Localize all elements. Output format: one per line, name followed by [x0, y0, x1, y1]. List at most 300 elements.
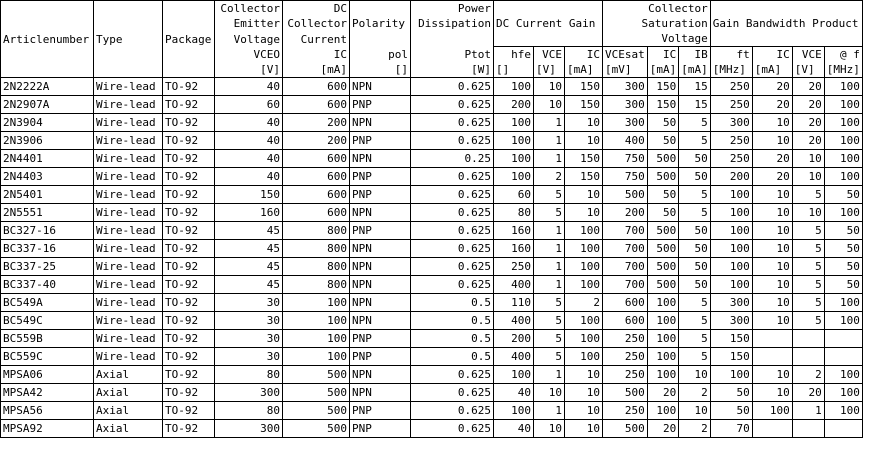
table-row [1, 132, 863, 150]
cell-ft: 100 [710, 204, 752, 222]
cell-ft-vce [792, 330, 824, 348]
cell-ic: 600 [283, 168, 350, 186]
cell-ib: 50 [679, 150, 711, 168]
cell-polarity: NPN [350, 294, 411, 312]
cell-at-f: 100 [824, 366, 862, 384]
header-vceo-unit: [V] [215, 62, 283, 78]
cell-ic: 800 [283, 276, 350, 294]
cell-package: TO-92 [163, 240, 215, 258]
table-row [1, 294, 863, 312]
cell-sat-ic: 100 [647, 312, 679, 330]
cell-ft-ic [752, 420, 792, 438]
cell-hfe: 250 [494, 258, 534, 276]
cell-ic: 600 [283, 78, 350, 96]
cell-vceo: 80 [215, 366, 283, 384]
cell-ptot: 0.5 [411, 294, 494, 312]
cell-ib: 50 [679, 240, 711, 258]
cell-hfe: 400 [494, 276, 534, 294]
cell-ptot: 0.625 [411, 186, 494, 204]
cell-type: Wire-lead [94, 222, 163, 240]
cell-gain-vce: 2 [534, 168, 565, 186]
cell-type: Wire-lead [94, 330, 163, 348]
cell-ic: 600 [283, 150, 350, 168]
header-sat-line3: Voltage [603, 31, 711, 47]
cell-vceo: 80 [215, 402, 283, 420]
cell-ic: 500 [283, 402, 350, 420]
cell-type: Wire-lead [94, 348, 163, 366]
cell-ib: 5 [679, 186, 711, 204]
cell-ft: 250 [710, 96, 752, 114]
cell-gain-vce: 5 [534, 330, 565, 348]
cell-ft: 150 [710, 348, 752, 366]
header-vceo-sym: VCEO [215, 47, 283, 63]
cell-ib: 5 [679, 114, 711, 132]
cell-gain-ic: 10 [565, 204, 603, 222]
header-polarity-blank [350, 31, 411, 47]
cell-ft-vce: 2 [792, 366, 824, 384]
cell-hfe: 100 [494, 402, 534, 420]
cell-type: Wire-lead [94, 312, 163, 330]
cell-vcesat: 600 [603, 294, 648, 312]
cell-vcesat: 400 [603, 132, 648, 150]
cell-ft: 100 [710, 240, 752, 258]
cell-type: Wire-lead [94, 240, 163, 258]
cell-ic: 500 [283, 384, 350, 402]
cell-at-f: 100 [824, 78, 862, 96]
cell-vcesat: 300 [603, 78, 648, 96]
cell-ic: 100 [283, 348, 350, 366]
cell-gain-ic: 100 [565, 312, 603, 330]
cell-at-f: 100 [824, 384, 862, 402]
table-row [1, 186, 863, 204]
cell-sat-ic: 50 [647, 114, 679, 132]
table-row [1, 420, 863, 438]
cell-polarity: NPN [350, 276, 411, 294]
header-type: Type [94, 1, 163, 78]
cell-articlenumber: BC327-16 [1, 222, 94, 240]
cell-polarity: PNP [350, 348, 411, 366]
cell-vcesat: 500 [603, 420, 648, 438]
cell-vcesat: 300 [603, 96, 648, 114]
cell-vceo: 40 [215, 168, 283, 186]
cell-ft: 250 [710, 78, 752, 96]
cell-articlenumber: BC559C [1, 348, 94, 366]
table-row [1, 204, 863, 222]
cell-hfe: 400 [494, 312, 534, 330]
cell-hfe: 40 [494, 420, 534, 438]
header-ic-line1: DC [283, 1, 350, 17]
cell-ft: 300 [710, 312, 752, 330]
cell-type: Wire-lead [94, 186, 163, 204]
cell-ft-ic: 10 [752, 204, 792, 222]
cell-ft: 100 [710, 186, 752, 204]
cell-polarity: NPN [350, 384, 411, 402]
cell-sat-ic: 20 [647, 420, 679, 438]
cell-ft-ic: 10 [752, 276, 792, 294]
cell-package: TO-92 [163, 420, 215, 438]
cell-at-f: 100 [824, 168, 862, 186]
cell-ft: 100 [710, 366, 752, 384]
header-ft-ic-sym: IC [752, 47, 792, 63]
cell-vcesat: 300 [603, 114, 648, 132]
cell-gain-ic: 150 [565, 78, 603, 96]
cell-package: TO-92 [163, 186, 215, 204]
table-row [1, 222, 863, 240]
cell-ic: 800 [283, 240, 350, 258]
cell-vceo: 45 [215, 222, 283, 240]
cell-ptot: 0.625 [411, 132, 494, 150]
cell-articlenumber: MPSA92 [1, 420, 94, 438]
cell-ptot: 0.625 [411, 168, 494, 186]
cell-sat-ic: 100 [647, 294, 679, 312]
header-gain-group: DC Current Gain [494, 16, 603, 31]
cell-ic: 800 [283, 258, 350, 276]
header-ic-sym: IC [283, 47, 350, 63]
table-row [1, 384, 863, 402]
cell-sat-ic: 100 [647, 330, 679, 348]
cell-type: Wire-lead [94, 96, 163, 114]
cell-ib: 2 [679, 420, 711, 438]
header-package: Package [163, 1, 215, 78]
cell-ft-ic: 10 [752, 240, 792, 258]
cell-hfe: 200 [494, 96, 534, 114]
cell-ft-vce: 5 [792, 222, 824, 240]
cell-gain-vce: 10 [534, 420, 565, 438]
cell-gain-ic: 10 [565, 384, 603, 402]
cell-ptot: 0.625 [411, 222, 494, 240]
cell-ft: 100 [710, 276, 752, 294]
cell-vcesat: 700 [603, 222, 648, 240]
cell-gain-ic: 10 [565, 402, 603, 420]
cell-type: Axial [94, 420, 163, 438]
cell-gain-ic: 10 [565, 132, 603, 150]
cell-ib: 5 [679, 132, 711, 150]
cell-ft-vce [792, 420, 824, 438]
cell-ptot: 0.625 [411, 366, 494, 384]
cell-ib: 50 [679, 276, 711, 294]
cell-polarity: PNP [350, 402, 411, 420]
header-ft-unit: [MHz] [710, 62, 752, 78]
header-ptot-line1: Power [411, 1, 494, 17]
cell-ic: 100 [283, 330, 350, 348]
table-row [1, 150, 863, 168]
cell-gain-vce: 5 [534, 204, 565, 222]
cell-gain-ic: 100 [565, 222, 603, 240]
header-sat-line1: Collector [603, 1, 711, 17]
cell-ptot: 0.625 [411, 114, 494, 132]
cell-at-f: 100 [824, 114, 862, 132]
cell-ft-ic: 20 [752, 96, 792, 114]
cell-at-f: 50 [824, 240, 862, 258]
header-gain-spacer [494, 1, 603, 17]
cell-polarity: NPN [350, 150, 411, 168]
cell-at-f: 100 [824, 150, 862, 168]
cell-gain-vce: 1 [534, 150, 565, 168]
cell-vcesat: 200 [603, 204, 648, 222]
cell-articlenumber: BC549A [1, 294, 94, 312]
cell-ft-vce: 5 [792, 294, 824, 312]
cell-ib: 5 [679, 204, 711, 222]
header-gain-ic-unit: [mA] [565, 62, 603, 78]
cell-articlenumber: MPSA06 [1, 366, 94, 384]
cell-ib: 10 [679, 366, 711, 384]
cell-vcesat: 600 [603, 312, 648, 330]
cell-type: Axial [94, 402, 163, 420]
table-row [1, 312, 863, 330]
cell-ptot: 0.625 [411, 384, 494, 402]
cell-package: TO-92 [163, 384, 215, 402]
cell-ib: 5 [679, 312, 711, 330]
cell-vceo: 30 [215, 330, 283, 348]
cell-gain-vce: 10 [534, 96, 565, 114]
cell-package: TO-92 [163, 150, 215, 168]
cell-ic: 200 [283, 114, 350, 132]
table-row [1, 96, 863, 114]
cell-vceo: 40 [215, 150, 283, 168]
cell-sat-ic: 20 [647, 384, 679, 402]
cell-gain-vce: 5 [534, 186, 565, 204]
cell-ptot: 0.25 [411, 150, 494, 168]
cell-ft-vce [792, 348, 824, 366]
header-polarity: Polarity [350, 16, 411, 31]
cell-ptot: 0.625 [411, 240, 494, 258]
cell-package: TO-92 [163, 114, 215, 132]
header-sat-line2: Saturation [603, 16, 711, 31]
cell-ft: 100 [710, 258, 752, 276]
cell-articlenumber: 2N4403 [1, 168, 94, 186]
cell-ib: 2 [679, 384, 711, 402]
cell-package: TO-92 [163, 276, 215, 294]
cell-vceo: 45 [215, 240, 283, 258]
cell-ptot: 0.625 [411, 78, 494, 96]
cell-ft: 250 [710, 150, 752, 168]
cell-vceo: 45 [215, 258, 283, 276]
header-ic-line3: Current [283, 31, 350, 47]
cell-polarity: NPN [350, 114, 411, 132]
cell-type: Wire-lead [94, 294, 163, 312]
cell-hfe: 60 [494, 186, 534, 204]
header-sat-ic-sym: IC [647, 47, 679, 63]
header-ft-sym: ft [710, 47, 752, 63]
table-row [1, 348, 863, 366]
cell-sat-ic: 500 [647, 258, 679, 276]
cell-sat-ic: 500 [647, 150, 679, 168]
cell-articlenumber: 2N5551 [1, 204, 94, 222]
cell-polarity: NPN [350, 258, 411, 276]
cell-hfe: 100 [494, 366, 534, 384]
cell-type: Wire-lead [94, 150, 163, 168]
cell-gain-ic: 100 [565, 330, 603, 348]
cell-type: Axial [94, 384, 163, 402]
cell-package: TO-92 [163, 366, 215, 384]
cell-ft: 250 [710, 132, 752, 150]
cell-package: TO-92 [163, 78, 215, 96]
cell-ptot: 0.5 [411, 330, 494, 348]
cell-at-f: 100 [824, 132, 862, 150]
header-gbw-group: Gain Bandwidth Product [710, 16, 862, 31]
cell-hfe: 400 [494, 348, 534, 366]
cell-ptot: 0.5 [411, 348, 494, 366]
cell-at-f: 100 [824, 204, 862, 222]
cell-gain-vce: 10 [534, 384, 565, 402]
cell-ib: 50 [679, 222, 711, 240]
cell-ic: 800 [283, 222, 350, 240]
cell-ib: 15 [679, 78, 711, 96]
cell-gain-vce: 1 [534, 132, 565, 150]
cell-ptot: 0.5 [411, 312, 494, 330]
cell-vceo: 150 [215, 186, 283, 204]
table-row [1, 240, 863, 258]
cell-gain-ic: 100 [565, 348, 603, 366]
cell-package: TO-92 [163, 204, 215, 222]
cell-ft-vce: 5 [792, 186, 824, 204]
cell-package: TO-92 [163, 222, 215, 240]
header-hfe-unit: [] [494, 62, 534, 78]
cell-ptot: 0.625 [411, 204, 494, 222]
header-vcesat-unit: [mV] [603, 62, 648, 78]
cell-ft-ic: 10 [752, 384, 792, 402]
cell-gain-ic: 10 [565, 186, 603, 204]
cell-ic: 600 [283, 204, 350, 222]
cell-gain-ic: 10 [565, 114, 603, 132]
header-ib-sym: IB [679, 47, 711, 63]
cell-ft-ic: 10 [752, 258, 792, 276]
cell-ft: 70 [710, 420, 752, 438]
cell-ft: 100 [710, 222, 752, 240]
cell-gain-ic: 150 [565, 96, 603, 114]
cell-hfe: 80 [494, 204, 534, 222]
cell-articlenumber: BC559B [1, 330, 94, 348]
cell-polarity: NPN [350, 366, 411, 384]
cell-type: Wire-lead [94, 78, 163, 96]
cell-gain-vce: 1 [534, 222, 565, 240]
header-sat-ic-unit: [mA] [647, 62, 679, 78]
cell-vcesat: 700 [603, 276, 648, 294]
cell-package: TO-92 [163, 330, 215, 348]
cell-at-f [824, 348, 862, 366]
cell-at-f: 50 [824, 258, 862, 276]
header-at-f-unit: [MHz] [824, 62, 862, 78]
cell-articlenumber: 2N2907A [1, 96, 94, 114]
cell-ft-ic: 10 [752, 294, 792, 312]
header-ic-unit: [mA] [283, 62, 350, 78]
cell-articlenumber: MPSA56 [1, 402, 94, 420]
header-pol-sym: pol [350, 47, 411, 63]
cell-type: Wire-lead [94, 258, 163, 276]
cell-articlenumber: BC337-16 [1, 240, 94, 258]
cell-vceo: 40 [215, 114, 283, 132]
table-header [1, 1, 863, 78]
header-ptot-line2: Dissipation [411, 16, 494, 31]
cell-ptot: 0.625 [411, 258, 494, 276]
cell-ptot: 0.625 [411, 276, 494, 294]
cell-sat-ic: 150 [647, 96, 679, 114]
table-row [1, 402, 863, 420]
cell-at-f: 100 [824, 96, 862, 114]
header-gbw-blank [710, 31, 862, 47]
cell-articlenumber: 2N5401 [1, 186, 94, 204]
cell-at-f: 100 [824, 312, 862, 330]
cell-at-f [824, 330, 862, 348]
cell-articlenumber: BC337-40 [1, 276, 94, 294]
cell-ft: 50 [710, 402, 752, 420]
cell-ft: 50 [710, 384, 752, 402]
header-gain-vce-sym: VCE [534, 47, 565, 63]
header-vceo-line2: Emitter [215, 16, 283, 31]
cell-gain-vce: 5 [534, 312, 565, 330]
cell-vceo: 300 [215, 384, 283, 402]
cell-gain-ic: 100 [565, 276, 603, 294]
cell-ft-vce: 5 [792, 258, 824, 276]
cell-package: TO-92 [163, 402, 215, 420]
cell-gain-vce: 5 [534, 294, 565, 312]
cell-articlenumber: BC337-25 [1, 258, 94, 276]
cell-type: Wire-lead [94, 132, 163, 150]
cell-polarity: NPN [350, 312, 411, 330]
cell-polarity: PNP [350, 420, 411, 438]
cell-gain-ic: 10 [565, 420, 603, 438]
cell-type: Wire-lead [94, 168, 163, 186]
cell-gain-ic: 100 [565, 258, 603, 276]
table-row [1, 366, 863, 384]
cell-sat-ic: 100 [647, 366, 679, 384]
cell-vceo: 45 [215, 276, 283, 294]
cell-ft-vce: 5 [792, 276, 824, 294]
cell-ib: 5 [679, 294, 711, 312]
cell-gain-vce: 1 [534, 402, 565, 420]
cell-sat-ic: 50 [647, 186, 679, 204]
cell-sat-ic: 100 [647, 348, 679, 366]
cell-vcesat: 250 [603, 348, 648, 366]
cell-ft-vce: 20 [792, 78, 824, 96]
header-pol-unit: [] [350, 62, 411, 78]
cell-ic: 100 [283, 294, 350, 312]
cell-ic: 600 [283, 96, 350, 114]
header-vcesat-sym: VCEsat [603, 47, 648, 63]
cell-type: Wire-lead [94, 114, 163, 132]
cell-polarity: PNP [350, 222, 411, 240]
cell-ft-ic: 20 [752, 78, 792, 96]
cell-vceo: 40 [215, 78, 283, 96]
cell-vceo: 30 [215, 312, 283, 330]
cell-ft: 150 [710, 330, 752, 348]
cell-ft-ic [752, 348, 792, 366]
cell-vcesat: 700 [603, 258, 648, 276]
cell-ft-ic: 20 [752, 150, 792, 168]
cell-vcesat: 750 [603, 168, 648, 186]
cell-ib: 10 [679, 402, 711, 420]
cell-package: TO-92 [163, 312, 215, 330]
cell-polarity: PNP [350, 168, 411, 186]
cell-vcesat: 750 [603, 150, 648, 168]
cell-type: Wire-lead [94, 276, 163, 294]
cell-hfe: 100 [494, 132, 534, 150]
cell-hfe: 100 [494, 78, 534, 96]
cell-ft-ic: 10 [752, 186, 792, 204]
cell-gain-vce: 1 [534, 258, 565, 276]
cell-hfe: 100 [494, 168, 534, 186]
cell-vceo: 300 [215, 420, 283, 438]
cell-ft-vce: 1 [792, 402, 824, 420]
cell-hfe: 160 [494, 222, 534, 240]
cell-at-f: 50 [824, 276, 862, 294]
cell-package: TO-92 [163, 168, 215, 186]
cell-vceo: 160 [215, 204, 283, 222]
cell-gain-vce: 1 [534, 276, 565, 294]
header-gain-blank [494, 31, 603, 47]
cell-ft-ic: 10 [752, 222, 792, 240]
cell-ft-vce: 20 [792, 132, 824, 150]
